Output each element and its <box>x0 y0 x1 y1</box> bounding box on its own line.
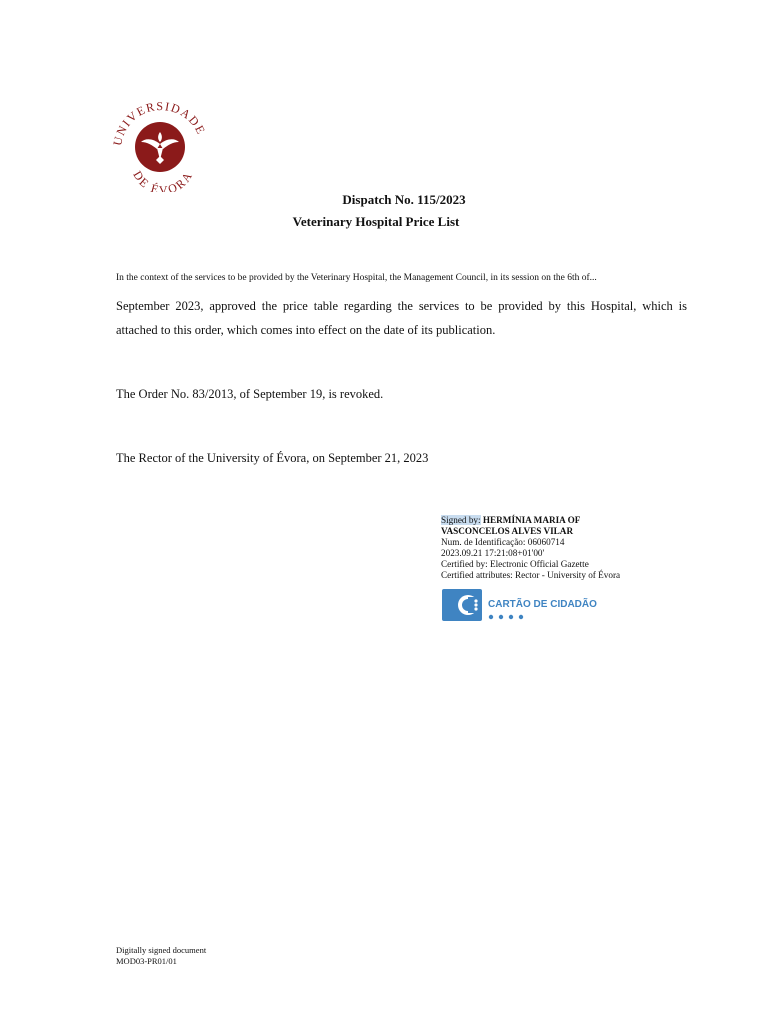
signed-by-label: Signed by: <box>441 515 481 525</box>
signer-name: HERMÍNIA MARIA OF VASCONCELOS ALVES VILAR <box>441 515 581 536</box>
cartao-de-cidadao-label: CARTÃO DE CIDADÃO <box>488 599 597 610</box>
cartao-de-cidadao-badge <box>442 589 602 623</box>
paragraph-approval: September 2023, approved the price table regarding the services to be provided by this Hospital, which is attached to this order, which comes into effect on the date of its publication. <box>116 299 687 337</box>
dispatch-title: Dispatch No. 115/2023 <box>342 192 466 207</box>
signed-by-line <box>441 515 641 537</box>
id-number: Num. de Identificação: 06060714 <box>441 537 565 547</box>
svg-text:DE ÉVORA: DE ÉVORA <box>130 168 196 192</box>
footer-signed-note: Digitally signed document <box>116 945 207 955</box>
footer <box>116 945 206 967</box>
signature-timestamp: 2023.09.21 17:21:08+01'00' <box>441 548 545 558</box>
paragraph-revocation: The Order No. 83/2013, of September 19, is revoked. <box>116 387 384 401</box>
paragraph-rector: The Rector of the University of Évora, on September 21, 2023 <box>116 451 429 465</box>
digital-signature-block <box>441 515 641 581</box>
certified-by: Certified by: Electronic Official Gazette <box>441 559 589 569</box>
svg-text:UNIVERSIDADE: NIVERSIDADE <box>113 100 207 138</box>
document-subtitle: Veterinary Hospital Price List <box>292 214 460 229</box>
footer-form-code: MOD03-PR01/01 <box>116 956 177 966</box>
intro-line: In the context of the services to be provided by the Veterinary Hospital, the Management Council, in its session on the 6th of... <box>116 273 597 283</box>
university-of-evora-logo <box>113 100 207 192</box>
certified-attributes: Certified attributes: Rector - University of Évora <box>441 570 621 580</box>
